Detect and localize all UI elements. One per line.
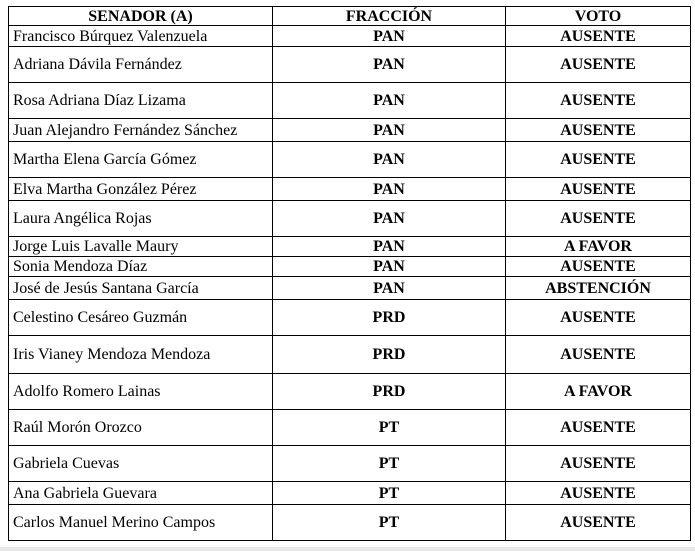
vote-table — [8, 6, 691, 541]
table-row — [9, 482, 691, 505]
faction-cell: PAN — [273, 47, 506, 83]
header-senator: SENADOR (A) — [9, 7, 273, 26]
vote-cell: AUSENTE — [506, 142, 691, 178]
table-row — [9, 237, 691, 257]
vote-cell: AUSENTE — [506, 336, 691, 374]
table-row — [9, 277, 691, 300]
senator-name: Jorge Luis Lavalle Maury — [9, 237, 273, 257]
table-row — [9, 505, 691, 541]
vote-cell: AUSENTE — [506, 300, 691, 336]
table-row — [9, 178, 691, 201]
table-row — [9, 446, 691, 482]
vote-cell: AUSENTE — [506, 178, 691, 201]
table-row — [9, 83, 691, 119]
faction-cell: PAN — [273, 178, 506, 201]
table-row — [9, 142, 691, 178]
vote-cell: A FAVOR — [506, 374, 691, 410]
senator-name: Gabriela Cuevas — [9, 446, 273, 482]
faction-cell: PAN — [273, 201, 506, 237]
senator-name: Martha Elena García Gómez — [9, 142, 273, 178]
senator-name: Carlos Manuel Merino Campos — [9, 505, 273, 541]
header-faction: FRACCIÓN — [273, 7, 506, 26]
vote-cell: AUSENTE — [506, 201, 691, 237]
senator-name: Ana Gabriela Guevara — [9, 482, 273, 505]
faction-cell: PT — [273, 446, 506, 482]
scrollbar-track[interactable] — [0, 547, 695, 551]
senator-name: Rosa Adriana Díaz Lizama — [9, 83, 273, 119]
senator-name: Sonia Mendoza Díaz — [9, 257, 273, 277]
header-vote: VOTO — [506, 7, 691, 26]
vote-cell: AUSENTE — [506, 83, 691, 119]
faction-cell: PT — [273, 410, 506, 446]
vote-cell: AUSENTE — [506, 47, 691, 83]
table-row — [9, 336, 691, 374]
faction-cell: PAN — [273, 26, 506, 47]
faction-cell: PAN — [273, 119, 506, 142]
table-row — [9, 257, 691, 277]
senator-name: Juan Alejandro Fernández Sánchez — [9, 119, 273, 142]
table-row — [9, 119, 691, 142]
vote-cell: AUSENTE — [506, 410, 691, 446]
table-row — [9, 410, 691, 446]
table-row — [9, 47, 691, 83]
senator-name: Adolfo Romero Lainas — [9, 374, 273, 410]
faction-cell: PAN — [273, 237, 506, 257]
faction-cell: PT — [273, 505, 506, 541]
table-row — [9, 300, 691, 336]
faction-cell: PAN — [273, 83, 506, 119]
senator-name: Elva Martha González Pérez — [9, 178, 273, 201]
senator-name: Adriana Dávila Fernández — [9, 47, 273, 83]
faction-cell: PT — [273, 482, 506, 505]
senator-name: Francisco Búrquez Valenzuela — [9, 26, 273, 47]
faction-cell: PAN — [273, 142, 506, 178]
faction-cell: PRD — [273, 336, 506, 374]
vote-cell: ABSTENCIÓN — [506, 277, 691, 300]
faction-cell: PRD — [273, 374, 506, 410]
header-row — [9, 7, 691, 26]
table-body — [9, 26, 691, 541]
faction-cell: PAN — [273, 257, 506, 277]
vote-cell: A FAVOR — [506, 237, 691, 257]
senator-name: José de Jesús Santana García — [9, 277, 273, 300]
faction-cell: PAN — [273, 277, 506, 300]
table-row — [9, 26, 691, 47]
vote-cell: AUSENTE — [506, 446, 691, 482]
senator-name: Celestino Cesáreo Guzmán — [9, 300, 273, 336]
vote-cell: AUSENTE — [506, 505, 691, 541]
vote-cell: AUSENTE — [506, 26, 691, 47]
vote-cell: AUSENTE — [506, 119, 691, 142]
vote-cell: AUSENTE — [506, 482, 691, 505]
table-row — [9, 201, 691, 237]
faction-cell: PRD — [273, 300, 506, 336]
table-row — [9, 374, 691, 410]
senator-name: Raúl Morón Orozco — [9, 410, 273, 446]
senator-name: Laura Angélica Rojas — [9, 201, 273, 237]
vote-cell: AUSENTE — [506, 257, 691, 277]
senator-name: Iris Vianey Mendoza Mendoza — [9, 336, 273, 374]
